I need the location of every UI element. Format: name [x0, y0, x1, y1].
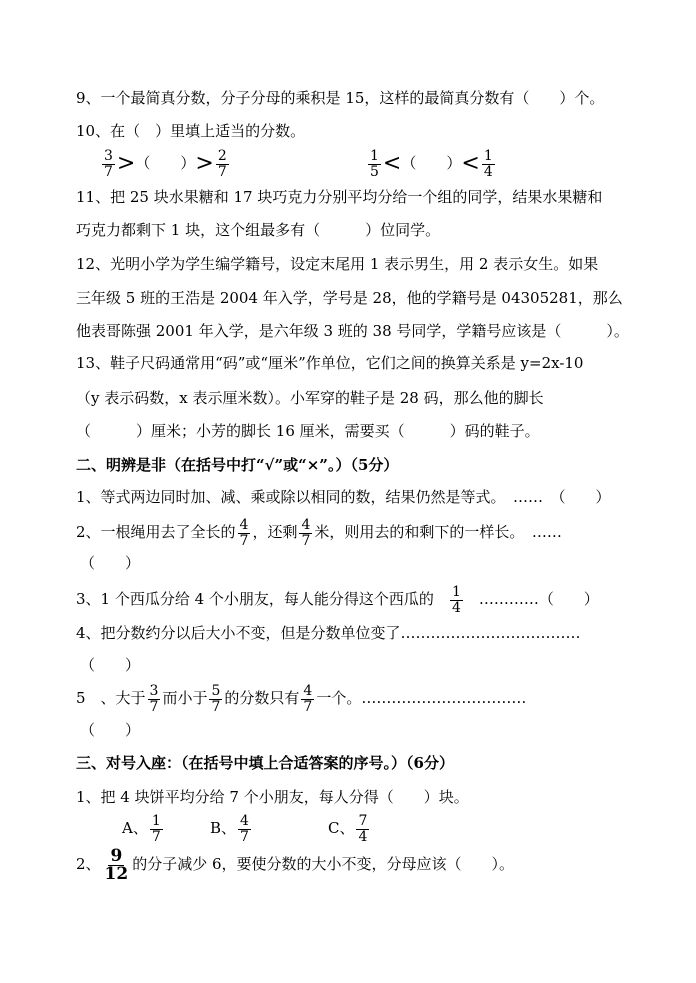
fraction: $\frac{3}{7}$ [104, 147, 113, 180]
fraction: $\frac{7}{4}$ [358, 812, 368, 845]
choice-1-option-a[interactable]: A、 $\frac{1}{7}$ [122, 812, 161, 845]
question-11-line-1: 11、把 25 块水果糖和 17 块巧克力分别平均分给一个组的同学，结果水果糖和 [76, 188, 603, 206]
less-than-symbol: < [382, 151, 402, 176]
fraction: $\frac{1}{7}$ [151, 812, 161, 845]
fraction: $\frac{1}{4}$ [483, 147, 493, 180]
greater-than-symbol: > [195, 151, 214, 176]
greater-than-symbol: > [116, 151, 136, 176]
question-12-line-1: 12、光明小学为学生编学籍号，设定末尾用 1 表示男生，用 2 表示女生。如果 [76, 255, 599, 273]
choice-1-option-b[interactable]: B、 $\frac{4}{7}$ [210, 812, 249, 845]
fraction: $\frac{4}{7}$ [239, 516, 249, 549]
fraction: $\frac{4}{7}$ [303, 682, 313, 715]
question-10: 10、在（ ）里填上适当的分数。 [76, 122, 306, 140]
fraction: $\frac{5}{7}$ [211, 682, 221, 715]
choice-1-option-c[interactable]: C、 $\frac{7}{4}$ [328, 812, 368, 845]
question-9: 9、一个最简真分数，分子分母的乘积是 15，这样的最简真分数有（ ）个。 [76, 89, 605, 107]
judge-5: 5 、大于 $\frac{3}{7}$ 而小于 $\frac{5}{7}$ 的分数只有 $\frac{4}{7}$ 一个。…………………………… [76, 682, 527, 715]
question-13-line-1: 13、鞋子尺码通常用“码”或“厘米”作单位，它们之间的换算关系是 y=2x-10 [76, 354, 584, 372]
question-12-line-3: 他表哥陈强 2001 年入学，是六年级 3 班的 38 号同学，学籍号应该是（ ）。 [76, 322, 629, 340]
fraction: $\frac{9}{12}$ [104, 845, 129, 884]
fraction: $\frac{1}{5}$ [370, 147, 379, 180]
answer-blank[interactable]: （ ） [401, 154, 462, 172]
judge-5-answer-paren[interactable]: （ ） [80, 721, 141, 739]
question-13-line-3: （ ）厘米；小芳的脚长 16 厘米，需要买（ ）码的鞋子。 [76, 422, 540, 440]
judge-3: 3、1 个西瓜分给 4 个小朋友，每人能分得这个西瓜的 $\frac{1}{4}$ …………（ ） [76, 583, 599, 616]
fraction: $\frac{4}{7}$ [301, 516, 311, 549]
fraction: $\frac{1}{4}$ [451, 583, 461, 616]
judge-4: 4、把分数约分以后大小不变，但是分数单位变了……………………………… [76, 624, 581, 642]
choice-1: 1、把 4 块饼平均分给 7 个小朋友，每人分得（ ）块。 [76, 788, 469, 806]
judge-4-answer-paren[interactable]: （ ） [80, 656, 141, 674]
fraction: $\frac{4}{7}$ [240, 812, 249, 845]
judge-2-answer-paren[interactable]: （ ） [80, 554, 141, 572]
question-10-expression-a [100, 145, 231, 182]
fraction: $\frac{3}{7}$ [149, 682, 159, 715]
judge-2: 2、一根绳用去了全长的 $\frac{4}{7}$ ，还剩 $\frac{4}{7}$ 米，则用去的和剩下的一样长。 …… [76, 516, 562, 549]
question-10-expression-b [366, 145, 497, 182]
judge-1: 1、等式两边同时加、减、乘或除以相同的数，结果仍然是等式。 …… （ ） [76, 488, 611, 506]
question-13-line-2: （y 表示码数，x 表示厘米数）。小军穿的鞋子是 28 码，那么他的脚长 [76, 389, 544, 407]
answer-blank[interactable]: （ ） [135, 154, 196, 172]
choice-2: 2、 $\frac{9}{12}$ 的分子减少 6，要使分数的大小不变，分母应该（ ）。 [76, 845, 515, 884]
less-than-symbol: < [461, 151, 480, 176]
fraction: $\frac{2}{7}$ [217, 147, 227, 180]
question-12-line-2: 三年级 5 班的王浩是 2004 年入学，学号是 28，他的学籍号是 04305281，那么 [76, 289, 623, 307]
question-11-line-2: 巧克力都剩下 1 块，这个组最多有（ ）位同学。 [76, 221, 441, 239]
section-2-heading: 二、明辨是非（在括号中打“√”或“×”。）（5分） [76, 456, 399, 474]
section-3-heading: 三、对号入座：（在括号中填上合适答案的序号。）（6分） [76, 754, 454, 772]
